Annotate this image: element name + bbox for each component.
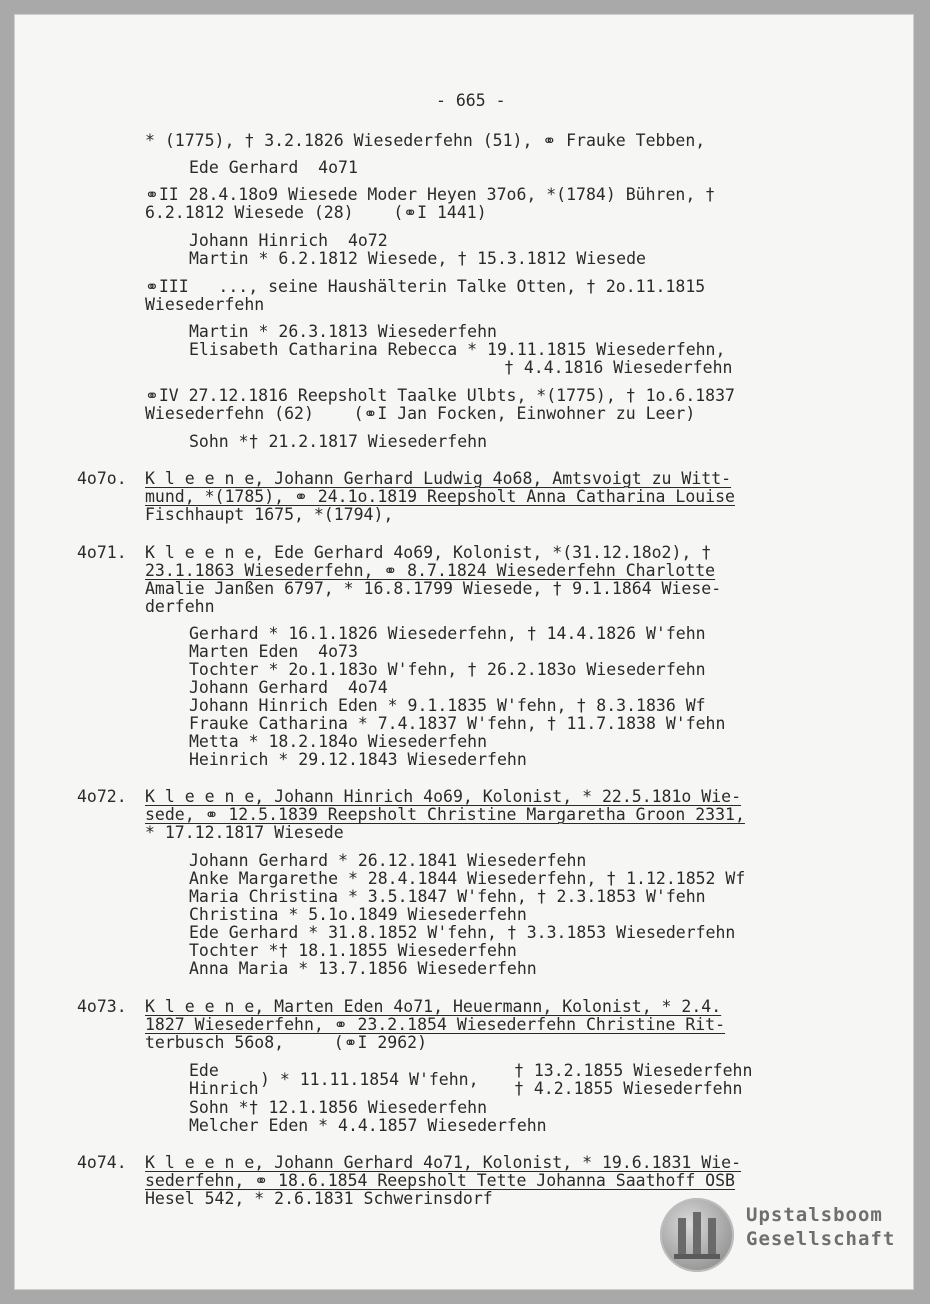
entry-number: 4o73. [77, 997, 127, 1016]
text-line: 1827 Wiesederfehn, ⚭ 23.2.1854 Wiesederfehn Christine Rit- [145, 1015, 726, 1034]
text-line: Ede Gerhard * 31.8.1852 W'fehn, † 3.3.1853 Wiesederfehn [189, 923, 736, 942]
text-line: Johann Gerhard * 26.12.1841 Wiesederfehn [189, 851, 587, 870]
text-line: ⚭II 28.4.18o9 Wiesede Moder Heyen 37o6, *(1784) Bühren, † [145, 185, 716, 204]
text-line: Wiesederfehn (62) (⚭I Jan Focken, Einwohner zu Leer) [145, 404, 696, 423]
text-line: ) * 11.11.1854 W'fehn, [260, 1070, 479, 1089]
text-line: sede, ⚭ 12.5.1839 Reepsholt Christine Margaretha Groon 2331, [145, 805, 745, 824]
entry-heading: K l e e n e, Johann Hinrich 4o69, Kolonist, * 22.5.181o Wie- [145, 787, 742, 806]
text-line: Heinrich * 29.12.1843 Wiesederfehn [189, 750, 527, 769]
text-line: Fischhaupt 1675, *(1794), [145, 505, 394, 524]
text-line: ⚭III ..., seine Haushälterin Talke Otten, † 2o.11.1815 [145, 277, 706, 296]
text-line: Anna Maria * 13.7.1856 Wiesederfehn [189, 959, 537, 978]
text-line: Amalie Janßen 6797, * 16.8.1799 Wiesede, † 9.1.1864 Wiese- [145, 579, 722, 598]
text-line: Gerhard * 16.1.1826 Wiesederfehn, † 14.4.1826 W'fehn [189, 624, 706, 643]
entry-number: 4o7o. [77, 469, 127, 488]
text-line: Sohn *† 21.2.1817 Wiesederfehn [189, 432, 488, 451]
text-line: Sohn *† 12.1.1856 Wiesederfehn [189, 1098, 488, 1117]
text-line: Metta * 18.2.184o Wiesederfehn [189, 732, 488, 751]
seal-icon [660, 1198, 734, 1272]
text-line: Anke Margarethe * 28.4.1844 Wiesederfehn, † 1.12.1852 Wf [189, 869, 746, 888]
entry-number: 4o72. [77, 787, 127, 806]
text-line: Johann Hinrich 4o72 [189, 231, 388, 250]
text-line: sederfehn, ⚭ 18.6.1854 Reepsholt Tette Johanna Saathoff OSB [145, 1171, 735, 1190]
text-line: † 13.2.1855 Wiesederfehn [514, 1061, 753, 1080]
text-line: derfehn [145, 597, 215, 616]
entry-heading: K l e e n e, Marten Eden 4o71, Heuermann, Kolonist, * 2.4. [145, 997, 722, 1016]
text-line: Tochter *† 18.1.1855 Wiesederfehn [189, 941, 517, 960]
text-line: Tochter * 2o.1.183o W'fehn, † 26.2.183o Wiesederfehn [189, 660, 706, 679]
page-number: - 665 - [436, 91, 506, 110]
upstalsboom-logo [660, 1198, 910, 1276]
text-line: Frauke Catharina * 7.4.1837 W'fehn, † 11.7.1838 W'fehn [189, 714, 726, 733]
text-line: mund, *(1785), ⚭ 24.1o.1819 Reepsholt Anna Catharina Louise [145, 487, 735, 506]
text-line: Melcher Eden * 4.4.1857 Wiesederfehn [189, 1116, 547, 1135]
text-line: Martin * 6.2.1812 Wiesede, † 15.3.1812 Wiesede [189, 249, 646, 268]
text-line: Ede [189, 1061, 219, 1080]
text-line: † 4.2.1855 Wiesederfehn [514, 1079, 743, 1098]
text-line: Martin * 26.3.1813 Wiesederfehn [189, 322, 497, 341]
entry-heading: K l e e n e, Johann Gerhard 4o71, Kolonist, * 19.6.1831 Wie- [145, 1153, 742, 1172]
text-line: Elisabeth Catharina Rebecca * 19.11.1815 Wiesederfehn, [189, 340, 726, 359]
text-line: Johann Gerhard 4o74 [189, 678, 388, 697]
logo-text-line2: Gesellschaft [746, 1228, 896, 1250]
text-line: Marten Eden 4o73 [189, 642, 358, 661]
logo-text-line1: Upstalsboom [746, 1204, 883, 1226]
text-line: Hinrich [189, 1079, 259, 1098]
entry-number: 4o71. [77, 543, 127, 562]
text-line: Maria Christina * 3.5.1847 W'fehn, † 2.3.1853 W'fehn [189, 887, 706, 906]
text-line: ⚭IV 27.12.1816 Reepsholt Taalke Ulbts, *(1775), † 1o.6.1837 [145, 386, 735, 405]
text-line: * (1775), † 3.2.1826 Wiesederfehn (51), ⚭ Frauke Tebben, [145, 131, 706, 150]
text-line: 6.2.1812 Wiesede (28) (⚭I 1441) [145, 203, 487, 222]
entry-heading: K l e e n e, Johann Gerhard Ludwig 4o68, Amtsvoigt zu Witt- [145, 469, 732, 488]
text-line: terbusch 56o8, (⚭I 2962) [145, 1033, 428, 1052]
text-line: Wiesederfehn [145, 295, 265, 314]
text-line: * 17.12.1817 Wiesede [145, 823, 344, 842]
text-line: Christina * 5.1o.1849 Wiesederfehn [189, 905, 527, 924]
entry-heading: K l e e n e, Ede Gerhard 4o69, Kolonist, *(31.12.18o2), † [145, 543, 712, 562]
text-line: 23.1.1863 Wiesederfehn, ⚭ 8.7.1824 Wiesederfehn Charlotte [145, 561, 716, 580]
entry-number: 4o74. [77, 1153, 127, 1172]
text-line: Hesel 542, * 2.6.1831 Schwerinsdorf [145, 1189, 493, 1208]
text-line: Johann Hinrich Eden * 9.1.1835 W'fehn, † 8.3.1836 Wf [189, 696, 706, 715]
text-line: † 4.4.1816 Wiesederfehn [504, 358, 733, 377]
document-page [14, 14, 914, 1290]
text-line: Ede Gerhard 4o71 [189, 158, 358, 177]
